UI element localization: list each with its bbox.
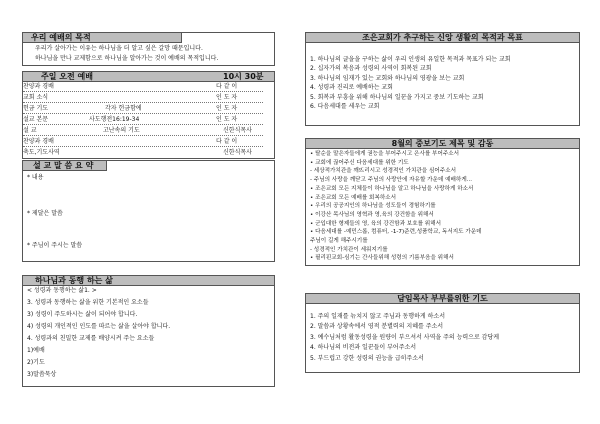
worship-row-mid: 고난속의 기도 bbox=[103, 127, 140, 134]
goals-list bbox=[310, 55, 511, 111]
sermon-item: * 내용 bbox=[27, 174, 44, 181]
worship-row bbox=[23, 115, 263, 125]
worship-row-label: 설 교 bbox=[23, 127, 37, 134]
prayer-item: • 조은교회 모든 예배를 회복하소서 bbox=[310, 194, 397, 201]
prayer-item: 주님이 길게 해주시기를 bbox=[310, 238, 368, 245]
goals-item: 4. 성령과 진리로 예배하는 교회 bbox=[310, 84, 393, 92]
walk-subtitle: < 성령과 동행하는 삶1. > bbox=[27, 287, 97, 294]
prayer-item: • 조은교회 모든 지체들이 하나님을 알고 하나님을 사랑하게 하소서 bbox=[310, 185, 474, 192]
sermon-item: * 주님이 주시는 말씀 bbox=[27, 242, 83, 249]
worship-row bbox=[23, 137, 263, 147]
sermon-title: 설 교 말 씀 요 약 bbox=[22, 160, 107, 171]
worship-row-right: 신한식목사 bbox=[223, 127, 252, 134]
sermon-item: * 제달은 말씀 bbox=[27, 210, 63, 217]
purpose-title: 우리 예배의 목적 bbox=[22, 32, 182, 43]
prayer-item: • 군입대한 형제들의 영, 육의 강건함과 보호를 위해서 bbox=[310, 220, 441, 227]
worship-row-right: 신한식목사 bbox=[223, 149, 252, 156]
worship-row bbox=[23, 148, 263, 158]
pastor-title: 담임목사 부부를위한 기도 bbox=[305, 293, 580, 304]
walk-line: 1)예배 bbox=[27, 347, 45, 354]
prayer-title: 8월의 중보기도 제목 및 감동 bbox=[305, 138, 580, 149]
walk-line: 3. 성령과 동행하는 삶을 위한 기본적인 요소들 bbox=[27, 299, 149, 306]
goals-item: 3. 하나님의 임재가 있는 교회와 하나님의 영광을 보는 교회 bbox=[310, 74, 465, 82]
worship-header bbox=[22, 71, 275, 82]
sermon-section bbox=[22, 160, 275, 262]
worship-order bbox=[22, 82, 275, 159]
worship-row-right: 인 도 자 bbox=[216, 105, 238, 112]
prayer-item: • 필리핀교회-심기는 간사들위해 성령의 기름부음을 위해서 bbox=[310, 255, 454, 262]
walk-line: 2)기도 bbox=[27, 359, 45, 366]
worship-row bbox=[23, 126, 263, 136]
pastor-item: 1. 주의 일재를 뉴치지 않고 주님과 동행하게 하소서 bbox=[310, 313, 445, 320]
walk-title: 하나님과 동행 하는 삶 bbox=[22, 275, 275, 286]
worship-row-right: 인 도 자 bbox=[216, 94, 238, 101]
walk-line: 3) 성령이 주도하시는 삶이 되어야 합니다. bbox=[27, 311, 138, 318]
worship-row-mid: 각자 헌금함에 bbox=[105, 105, 142, 112]
worship-row-right: 다 같 이 bbox=[216, 138, 238, 145]
worship-row bbox=[23, 82, 263, 92]
walk-line: 3)말씀묵상 bbox=[27, 371, 57, 378]
walk-line: 4) 성령의 개인적인 인도를 따르는 삶을 살아야 합니다. bbox=[27, 323, 171, 330]
walk-section bbox=[22, 275, 275, 387]
goals-section bbox=[305, 32, 580, 126]
goals-title: 조은교회가 추구하는 신앙 생활의 목적과 목표 bbox=[305, 32, 580, 43]
goals-item: 5. 회복과 부흥을 위해 하나님의 일꾼을 가지고 중보 기도하는 교회 bbox=[310, 93, 484, 101]
worship-title: 주일 오전 예배 bbox=[41, 72, 93, 81]
prayer-item: • 탈순을 말은자들에게 권능을 부어주시고 은사를 부어주소서 bbox=[310, 151, 460, 157]
prayer-item: - 주님의 사랑을 깨닫고 주님의 사랑안에 자유할 가운데 예배하게... bbox=[310, 177, 473, 184]
goals-item: 6. 다음세대를 세우는 교회 bbox=[310, 103, 380, 111]
purpose-line-2: 하나님을 만나 교제함으로 하나님을 알아가는 것이 예배의 목적입니다. bbox=[35, 55, 219, 62]
worship-row bbox=[23, 104, 263, 114]
worship-row-mid: 사도행전16:19-34 bbox=[89, 116, 140, 123]
prayer-item: - 세상적가치관을 깨뜨리시고 성경적인 가치관을 심어주소서 bbox=[310, 168, 456, 175]
worship-row-label: 설교 본문 bbox=[23, 116, 49, 123]
purpose-line-1: 우리가 살아가는 이유는 하나님을 더 알고 싶은 갈망 때문입니다. bbox=[35, 45, 203, 52]
worship-time: 10시 30분 bbox=[223, 72, 264, 81]
prayer-item: • 교회에 끊어주신 다음세대를 위한 기도 bbox=[310, 159, 409, 166]
worship-row-label: 교회 소식 bbox=[23, 94, 49, 101]
worship-row-label: 헌금 기도 bbox=[23, 105, 49, 112]
pastor-item: 2. 말씀과 상황속에서 영적 분별력의 지혜를 주소서 bbox=[310, 323, 444, 331]
pastor-section bbox=[305, 293, 580, 373]
goals-item: 2. 십자가의 복음과 성령의 사역이 회복된 교회 bbox=[310, 65, 432, 73]
worship-row-right: 다 같 이 bbox=[216, 83, 238, 90]
prayer-item: • 이강산 목사님의 영혁과 영,육의 강건함을 위해서 bbox=[310, 211, 434, 218]
worship-row-right: 인 도 자 bbox=[216, 116, 238, 123]
worship-row-label: 축도,기도사역 bbox=[23, 149, 60, 156]
prayer-item: • 다음세대를 -예민스롭, 컴퓨터, -1-7)준련,성품학교, 독서지도 가운데 bbox=[310, 229, 482, 236]
worship-row bbox=[23, 93, 263, 103]
pastor-item: 3. 예수님처럼 활동성령을 원량이 부으셔서 사역을 주의 능력으로 감당케 bbox=[310, 333, 500, 341]
prayer-section bbox=[305, 138, 580, 266]
worship-row-label: 찬양과 경배 bbox=[23, 83, 54, 90]
pastor-list bbox=[310, 312, 499, 364]
walk-line: 4. 성령과의 친밀한 교제를 배양시켜 주는 요소들 bbox=[27, 335, 155, 342]
prayer-item: • 우리의 공공지인의 하나님을 성도들이 경험하기를 bbox=[310, 203, 436, 210]
prayer-list bbox=[310, 150, 482, 263]
goals-item: 1. 하나님의 글을을 구하는 삶이 우리 인생의 유일한 목적과 목표가 되는 교회 bbox=[310, 56, 511, 63]
purpose-section bbox=[22, 32, 275, 66]
worship-row-label: 찬양과 경배 bbox=[23, 138, 54, 145]
prayer-item: - 성경적인 가치관이 세워지기를 bbox=[310, 246, 388, 253]
pastor-item: 5. 부드럽고 강한 성령의 권능을 급히주소서 bbox=[310, 354, 424, 362]
pastor-item: 4. 하나님의 비전과 일꾼들이 부어주소서 bbox=[310, 344, 417, 352]
